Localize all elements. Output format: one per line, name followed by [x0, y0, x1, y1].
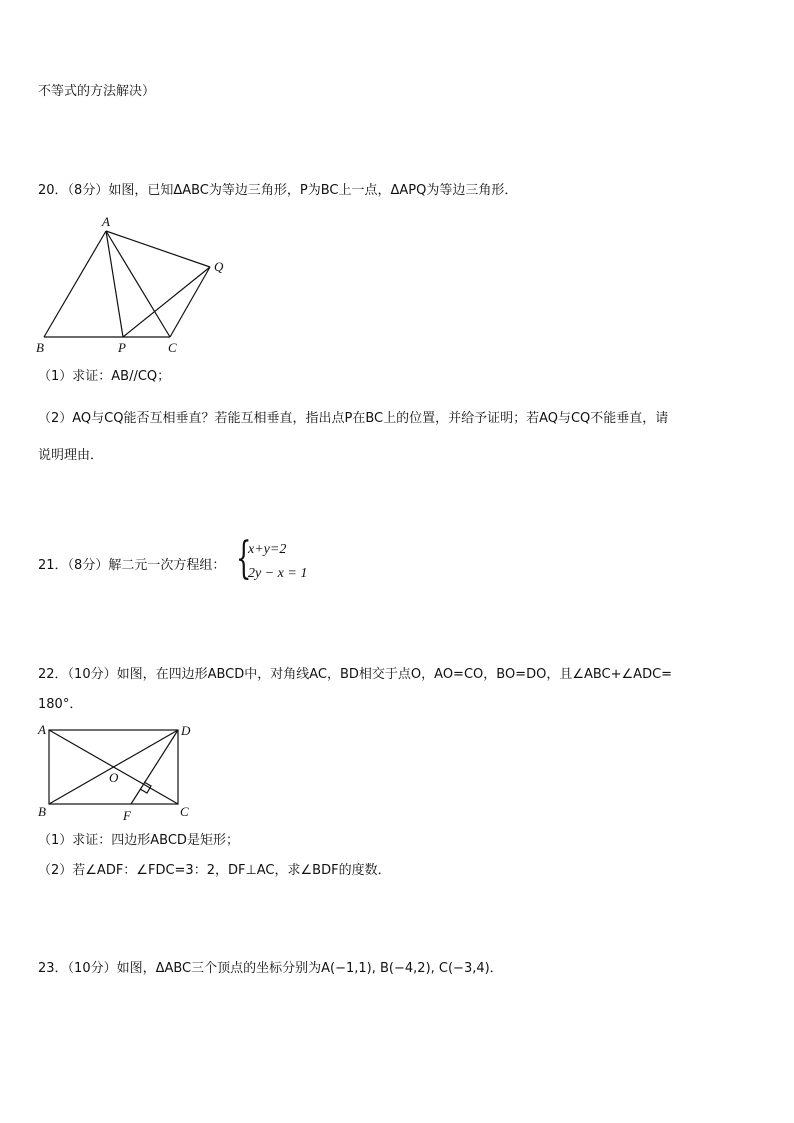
left-brace: {: [236, 533, 252, 584]
segment-AP: [106, 231, 123, 337]
segment-AB: [44, 231, 106, 337]
q22-header-line1: 22．（10分）如图，在四边形ABCD中，对角线AC，BD相交于点O，AO=CO，BO=DO，且∠ABC+∠ADC=: [38, 667, 673, 682]
label-Q: Q: [214, 259, 224, 274]
q21-header: 21．（8分）解二元一次方程组：: [38, 558, 226, 573]
intro-line: 不等式的方法解决）: [38, 84, 156, 99]
label-B: B: [38, 804, 46, 819]
label-F: F: [123, 808, 131, 823]
label-C: C: [180, 804, 189, 819]
equation-system: [236, 533, 326, 586]
q22-figure: [30, 718, 200, 824]
label-A: A: [38, 722, 46, 737]
segment-AQ: [106, 231, 210, 267]
segment-CQ: [170, 267, 210, 337]
q20-part1: （1）求证：AB//CQ；: [38, 369, 171, 384]
q20-part2-line2: 说明理由．: [38, 448, 104, 463]
label-A: A: [102, 214, 110, 229]
label-C: C: [168, 340, 177, 355]
q22-part2: （2）若∠ADF：∠FDC=3：2，DF⊥AC，求∠BDF的度数．: [38, 863, 391, 878]
label-B: B: [36, 340, 44, 355]
label-O: O: [109, 770, 119, 785]
segment-AC: [106, 231, 170, 337]
q22-part1: （1）求证：四边形ABCD是矩形；: [38, 833, 239, 848]
q20-header: 20．（8分）如图，已知ΔABC为等边三角形，P为BC上一点，ΔAPQ为等边三角形．: [38, 183, 518, 198]
segment-PQ: [123, 267, 210, 337]
label-P: P: [118, 340, 126, 355]
equation-1: x+y=2: [248, 542, 287, 557]
q20-part2-line1: （2）AQ与CQ能否互相垂直？若能互相垂直，指出点P在BC上的位置，并给予证明；若AQ与CQ不能垂直，请: [38, 411, 669, 426]
equation-2: 2y − x = 1: [248, 566, 308, 581]
label-D: D: [181, 723, 191, 738]
q23-header: 23．（10分）如图，ΔABC三个顶点的坐标分别为A(−1,1), B(−4,2), C(−3,4)．: [38, 961, 503, 976]
segment-DF: [131, 730, 178, 804]
q20-figure: [30, 212, 230, 357]
q22-header-line2: 180°．: [38, 697, 83, 712]
